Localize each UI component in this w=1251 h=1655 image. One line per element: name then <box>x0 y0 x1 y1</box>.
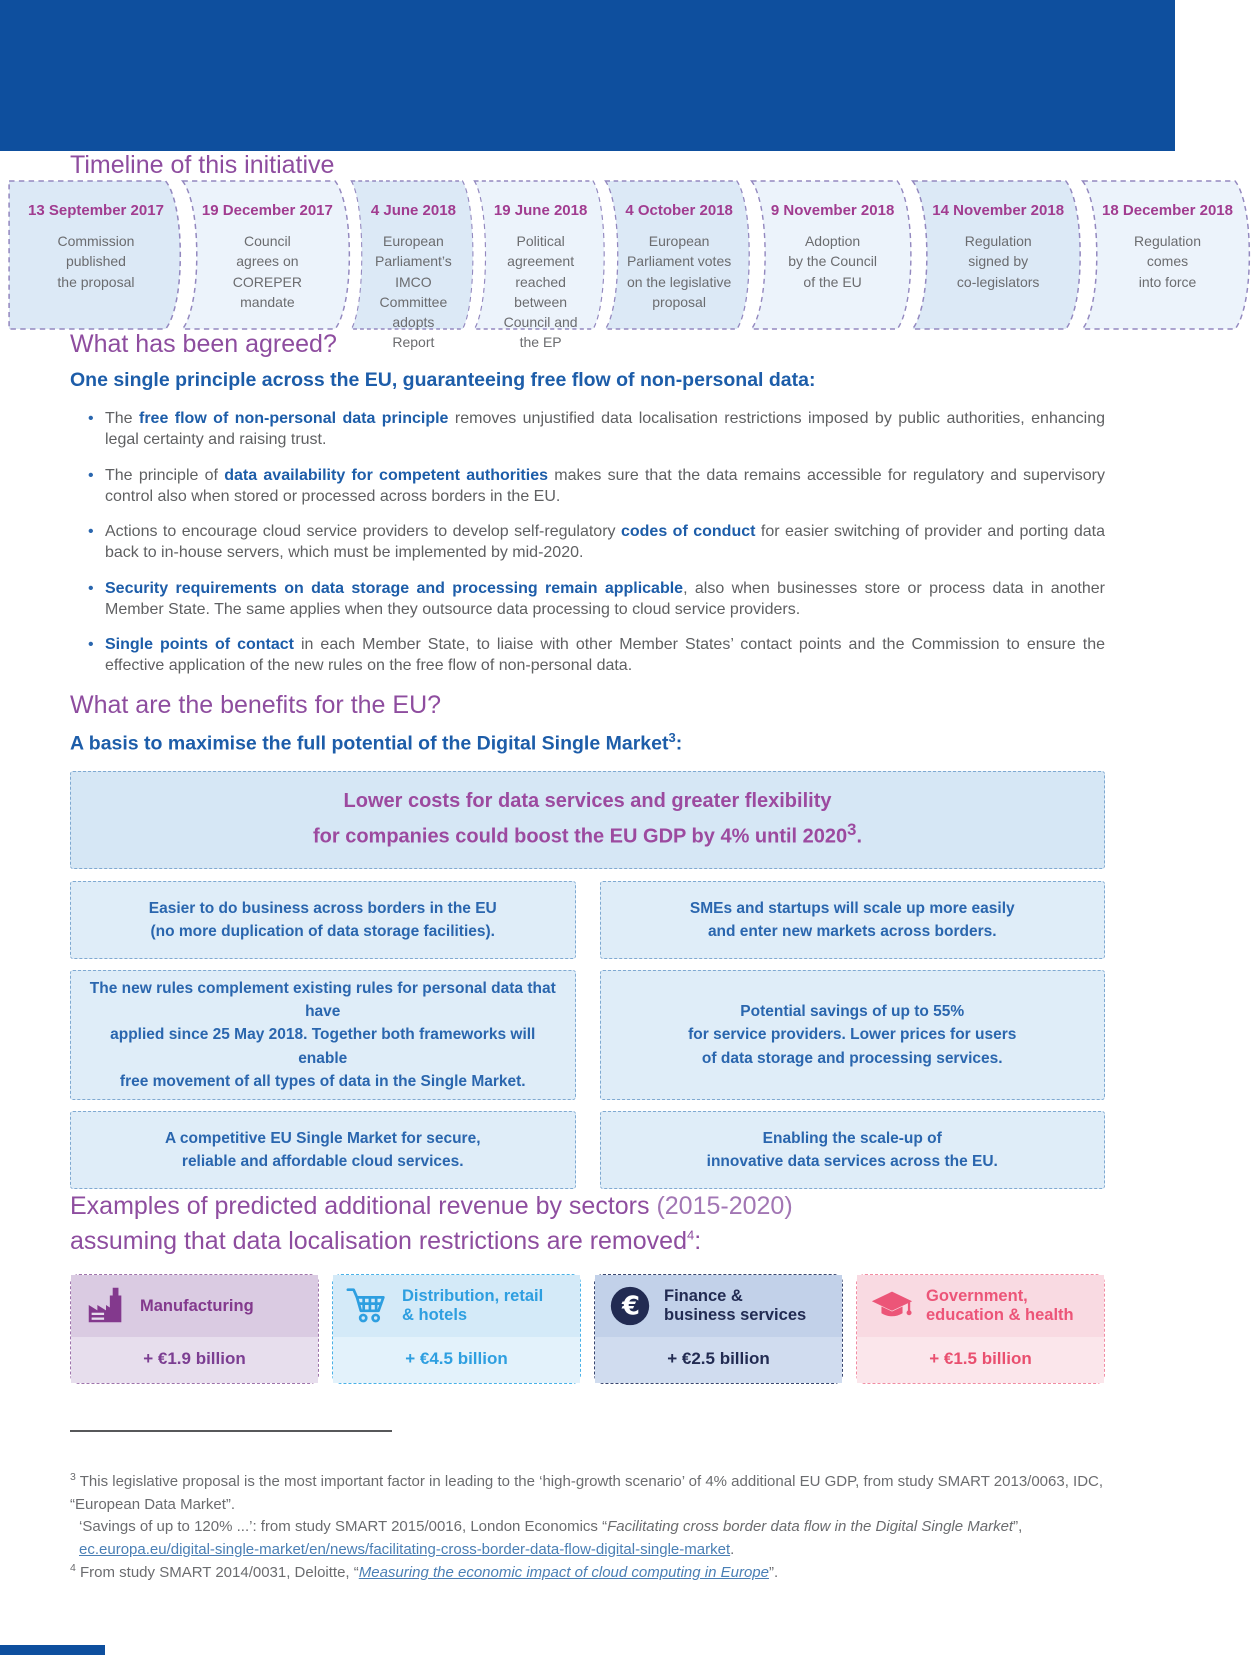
sector-label-line1: Government, <box>926 1287 1028 1306</box>
sector-label-line1: Distribution, retail <box>402 1287 544 1306</box>
agreed-bullet-list <box>70 408 1105 677</box>
bullet-text: removes unjustified data localisation restrictions imposed by public authorities, enhancing legal certainty and raising trust. <box>105 410 1106 449</box>
footnote-4-link[interactable]: Measuring the economic impact of cloud computing in Europe <box>358 1564 769 1582</box>
footnote-4-text: From study SMART 2014/0031, Deloitte, “ <box>75 1564 359 1582</box>
bullet-text: Actions to encourage cloud service providers to develop self-regulatory <box>105 523 621 541</box>
sector-label-line2: & hotels <box>402 1306 468 1325</box>
footer-band <box>0 1645 105 1655</box>
bullet-text: makes sure that the data remains accessible for regulatory and supervisory control also when stored or processed across borders in the EU. <box>105 466 1105 505</box>
footnote-4-text: ”. <box>768 1564 779 1582</box>
benefits-title: What are the benefits for the EU? <box>70 690 442 719</box>
bullet-text: in each Member State, to liaise with other Member States’ contact points and the Commission to ensure the effective application of the new rules on the free flow of non-personal data. <box>105 636 1105 675</box>
bullet-bold-text: codes of conduct <box>620 523 756 541</box>
timeline-title: Timeline of this initiative <box>70 151 335 179</box>
timeline-date: 14 November 2018 <box>932 202 1065 219</box>
svg-text:€: € <box>621 1291 640 1322</box>
timeline-desc: European Parliament votes on the legislative proposal <box>626 233 732 310</box>
sector-card-manufacturing <box>70 1274 319 1384</box>
timeline-date: 19 December 2017 <box>201 202 333 219</box>
timeline-date: 4 June 2018 <box>370 202 456 219</box>
bullet-bold-text: free flow of non-personal data principle <box>139 410 449 427</box>
benefit-box: Easier to do business across borders in the EU (no more duplication of data storage facilities). <box>70 881 576 959</box>
graduation-cap-icon <box>869 1283 915 1329</box>
footnote-3-link[interactable]: ec.europa.eu/digital-single-market/en/news/facilitating-cross-border-data-flow-digital-single-market <box>79 1540 731 1558</box>
highlight-line2-text: for companies could boost the EU GDP by 4% until 2020 <box>312 825 848 848</box>
benefit-box: Enabling the scale-up of innovative data services across the EU. <box>600 1111 1106 1189</box>
sector-cards <box>70 1274 1105 1384</box>
sectors-title <box>70 1189 1105 1258</box>
factory-icon <box>83 1283 129 1329</box>
benefit-box: The new rules complement existing rules for personal data that have applied since 25 May 2018. Together both frameworks will enable free movement of all types of data in the Single Market. <box>70 970 576 1100</box>
sector-card-value: + €1.9 billion <box>71 1337 318 1383</box>
agreed-title: What has been agreed? <box>70 330 337 358</box>
shopping-cart-icon <box>345 1283 391 1329</box>
footnote-ref-3: 3 <box>847 820 857 840</box>
footnote-4 <box>70 1561 1105 1585</box>
sector-card-header <box>595 1275 842 1337</box>
timeline-date: 18 December 2018 <box>1102 202 1233 219</box>
timeline-date: 9 November 2018 <box>770 202 895 219</box>
timeline-date: 19 June 2018 <box>493 202 588 219</box>
sectors-title-sub: assuming that data localisation restrictions are removed <box>70 1226 687 1255</box>
highlight-line1: Lower costs for data services and greater flexibility <box>343 790 832 813</box>
sector-card-label <box>926 1287 1074 1325</box>
euro-coin-icon <box>607 1283 653 1329</box>
bullet-bold-text: data availability for competent authorities <box>224 466 548 484</box>
benefit-box: A competitive EU Single Market for secure, reliable and affordable cloud services. <box>70 1111 576 1189</box>
timeline-item <box>182 180 351 330</box>
benefit-box: SMEs and startups will scale up more easily and enter new markets across borders. <box>600 881 1106 959</box>
benefits-subtitle-text: A basis to maximise the full potential of the Digital Single Market <box>70 732 669 755</box>
timeline-date: 13 September 2017 <box>28 202 164 219</box>
bullet-text: for easier switching of provider and porting data back to in-house servers, which must be implemented by mid-2020. <box>105 523 1106 562</box>
bullet-bold-text: Single points of contact <box>105 636 294 654</box>
highlight-box <box>70 771 1105 869</box>
footnote-3-marker: 3 <box>70 1471 76 1484</box>
bullet-text: The principle of <box>105 466 225 484</box>
main-content <box>0 151 1233 1585</box>
sector-card-government <box>856 1274 1105 1384</box>
timeline-item <box>351 180 474 351</box>
sector-card-value: + €2.5 billion <box>595 1337 842 1383</box>
footnote-ref-3: 3 <box>668 729 676 745</box>
sector-card-header <box>857 1275 1104 1337</box>
bullet-bold-text: Security requirements on data storage and processing remain applicable <box>105 579 684 597</box>
sector-card-finance <box>594 1274 843 1384</box>
punct-period: . <box>856 825 862 848</box>
timeline-desc: Commission published the proposal <box>57 233 135 290</box>
punct-colon: : <box>694 1226 702 1255</box>
bullet-item <box>88 408 1105 451</box>
sectors-title-main: Examples of predicted additional revenue by sectors <box>70 1192 650 1221</box>
sector-card-value: + €4.5 billion <box>333 1337 580 1383</box>
sector-card-header <box>71 1275 318 1337</box>
footnote-3-text: This legislative proposal is the most important factor in leading to the ‘high-growth scenario’ of 4% additional EU GDP, from study SMART 2013/0063, IDC, “European Data Market”. <box>70 1473 1104 1513</box>
sector-label-line1: Finance & <box>664 1287 743 1306</box>
sector-card-label <box>402 1287 543 1325</box>
bullet-text: , also when businesses store or process data in another Member State. The same applies when they outsource data processing to cloud service providers. <box>105 579 1105 618</box>
footnotes <box>70 1470 1105 1585</box>
timeline-item <box>474 180 605 351</box>
agreed-subtitle: One single principle across the EU, guaranteeing free flow of non-personal data: <box>70 369 816 391</box>
benefit-grid <box>70 881 1105 1189</box>
sectors-title-period: (2015-2020) <box>656 1192 793 1221</box>
timeline-desc: Regulation comes into force <box>1134 233 1201 290</box>
sector-card-label <box>140 1297 254 1316</box>
punct-period: . <box>730 1540 735 1558</box>
timeline-desc: Regulation signed by co-legislators <box>956 233 1040 290</box>
sector-label-line2: business services <box>664 1306 807 1325</box>
bullet-item <box>88 521 1105 564</box>
benefit-box: Potential savings of up to 55% for service providers. Lower prices for users of data storage and processing services. <box>600 970 1106 1100</box>
sector-label-line2: education & health <box>926 1306 1074 1325</box>
footnote-3-continued <box>70 1516 1105 1561</box>
bullet-item <box>88 465 1105 508</box>
punct-colon: : <box>675 732 683 755</box>
timeline-desc: European Parliament’s IMCO Committee adopts Report <box>375 233 452 351</box>
header-band <box>0 0 1175 151</box>
benefits-subtitle <box>70 730 1105 756</box>
timeline-item <box>1082 180 1251 330</box>
timeline-desc: Political agreement reached between Council and the EP <box>503 233 578 351</box>
highlight-line2 <box>81 817 1094 853</box>
footnote-ref-4: 4 <box>686 1227 695 1243</box>
footnote-4-marker: 4 <box>70 1562 76 1575</box>
footnote-3 <box>70 1470 1105 1516</box>
sector-card-value: + €1.5 billion <box>857 1337 1104 1383</box>
timeline-date: 4 October 2018 <box>625 202 733 219</box>
sector-card-header <box>333 1275 580 1337</box>
footnote-3b-text: ”, <box>1013 1518 1023 1536</box>
footnote-3b-study-title: Facilitating cross border data flow in the Digital Single Market <box>607 1518 1014 1536</box>
bullet-item <box>88 578 1105 621</box>
bullet-item <box>88 634 1105 677</box>
footnote-divider <box>70 1430 392 1432</box>
timeline-item <box>912 180 1082 330</box>
sector-label-line1: Manufacturing <box>140 1296 254 1315</box>
timeline-item <box>605 180 751 330</box>
bullet-text: The <box>105 410 139 427</box>
timeline-item <box>751 180 912 330</box>
footnote-3b-text: ‘Savings of up to 120% ...’: from study SMART 2015/0016, London Economics “ <box>79 1518 608 1536</box>
timeline-item <box>8 180 182 330</box>
timeline-desc: Council agrees on COREPER mandate <box>232 233 302 310</box>
timeline-desc: Adoption by the Council of the EU <box>788 233 877 290</box>
sector-card-distribution <box>332 1274 581 1384</box>
sector-card-label <box>664 1287 806 1325</box>
